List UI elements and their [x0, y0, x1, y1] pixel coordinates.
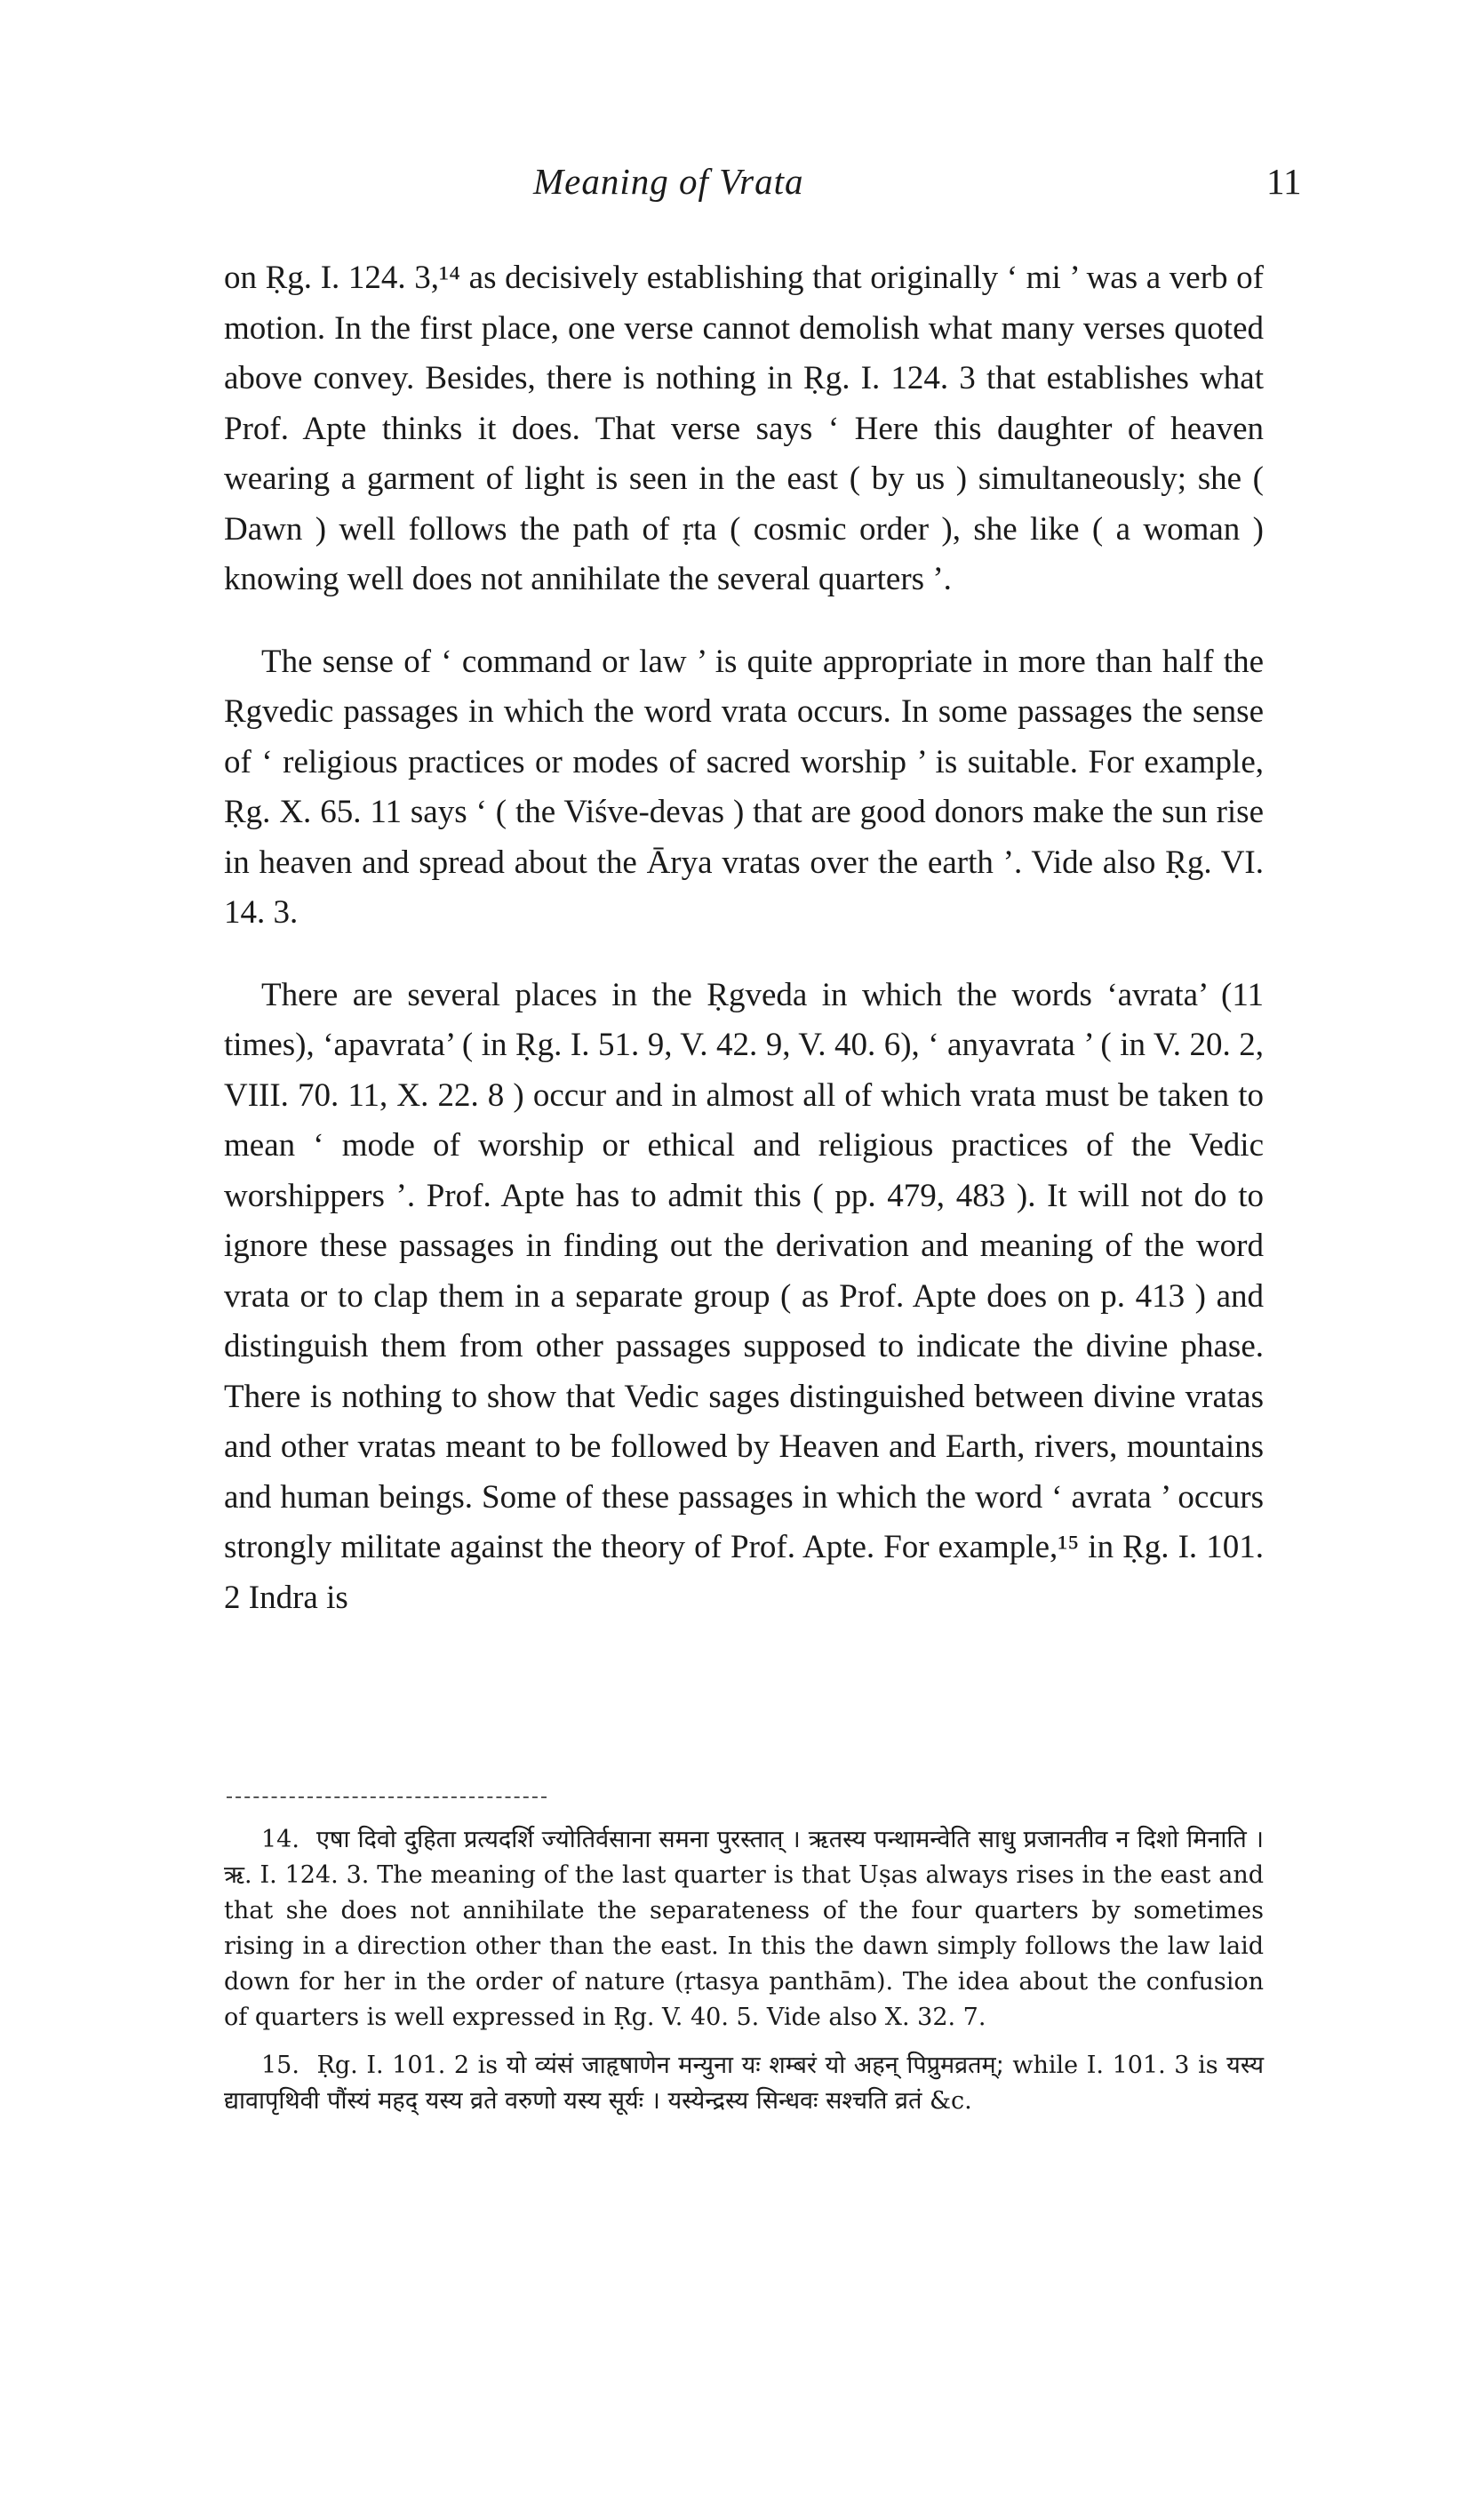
- footnote-text: while I. 101. 3 is: [1012, 2052, 1218, 2079]
- footnote-15: [224, 2048, 1264, 2119]
- footnote-sanskrit-quote: एषा दिवो दुहिता प्रत्यदर्शि ज्योतिर्वसाना समना पुरस्तात् । ऋतस्य पन्थामन्वेति साधु प्रजानतीव न दिशो मिनाति ।: [316, 1826, 1264, 1853]
- running-title: Meaning of Vrata: [533, 161, 804, 202]
- paragraph-1: on Ṛg. I. 124. 3,¹⁴ as decisively establishing that originally ‘ mi ’ was a verb of motion. In the first place, one verse cannot demolish what many verses quoted above convey. Besides, there is nothing in Ṛg. I. 124. 3 that establishes what Prof. Apte thinks it does. That verse says ‘ Here this daughter of heaven wearing a garment of light is seen in the east ( by us ) simultaneously; she ( Dawn ) well follows the path of ṛta ( cosmic order ), she like ( a woman ) knowing well does not annihilate the several quarters ’.: [224, 260, 1264, 597]
- page-number: 11: [1266, 161, 1302, 202]
- footnote-text: Ṛg. I. 101. 2 is: [316, 2052, 499, 2079]
- footnote-number: 14.: [261, 1826, 299, 1853]
- footnote-14: [224, 1822, 1264, 2036]
- footnote-text: &c.: [929, 2087, 972, 2115]
- footnote-number: 15.: [261, 2052, 299, 2079]
- footnote-sanskrit-quote: यो व्यंसं जाहृषाणेन मन्युना यः शम्बरं यो अहन् पिप्रुमव्रतम्;: [506, 2052, 1004, 2079]
- footnotes: [224, 1822, 1264, 2132]
- paragraph-2: The sense of ‘ command or law ’ is quite appropriate in more than half the Ṛgvedic passages in which the word vrata occurs. In some passages the sense of ‘ religious practices or modes of sacred worship ’ is suitable. For example, Ṛg. X. 65. 11 says ‘ ( the Viśve-devas ) that are good donors make the sun rise in heaven and spread about the Ārya vratas over the earth ’. Vide also Ṛg. VI. 14. 3.: [224, 643, 1264, 931]
- body-text: [224, 253, 1264, 1623]
- page-header: [0, 160, 1469, 213]
- paragraph-3: There are several places in the Ṛgveda in which the words ‘avrata’ (11 times), ‘apavrata’ ( in Ṛg. I. 51. 9, V. 42. 9, V. 40. 6), ‘ anyavrata ’ ( in V. 20. 2, VIII. 70. 11, X. 22. 8 ) occur and in almost all of which vrata must be taken to mean ‘ mode of worship or ethical and religious practices of the Vedic worshippers ’. Prof. Apte has to admit this ( pp. 479, 483 ). It will not do to ignore these passages in finding out the derivation and meaning of the word vrata or to clap them in a separate group ( as Prof. Apte does on p. 413 ) and distinguish them from other passages supposed to indicate the divine phase. There is nothing to show that Vedic sages distinguished between divine vratas and other vratas meant to be followed by Heaven and Earth, rivers, mountains and human beings. Some of these passages in which the word ‘ avrata ’ occurs strongly militate against the theory of Prof. Apte. For example,¹⁵ in Ṛg. I. 101. 2 Indra is: [224, 976, 1264, 1616]
- footnote-sanskrit-quote: यस्य द्यावापृथिवी पौंस्यं महद् यस्य व्रते वरुणो यस्य सूर्यः । यस्येन्द्रस्य सिन्धवः सश्चति व्रतं: [224, 2052, 1264, 2115]
- footnote-divider: [227, 1796, 547, 1798]
- footnote-text: ऋ. I. 124. 3. The meaning of the last quarter is that Uṣas always rises in the east and that she does not annihilate the separateness of the four quarters by sometimes rising in a direction other than the east. In this the dawn simply follows the law laid down for her in the order of nature (ṛtasya panthām). The idea about the confusion of quarters is well expressed in Ṛg. V. 40. 5. Vide also X. 32. 7.: [224, 1861, 1264, 2031]
